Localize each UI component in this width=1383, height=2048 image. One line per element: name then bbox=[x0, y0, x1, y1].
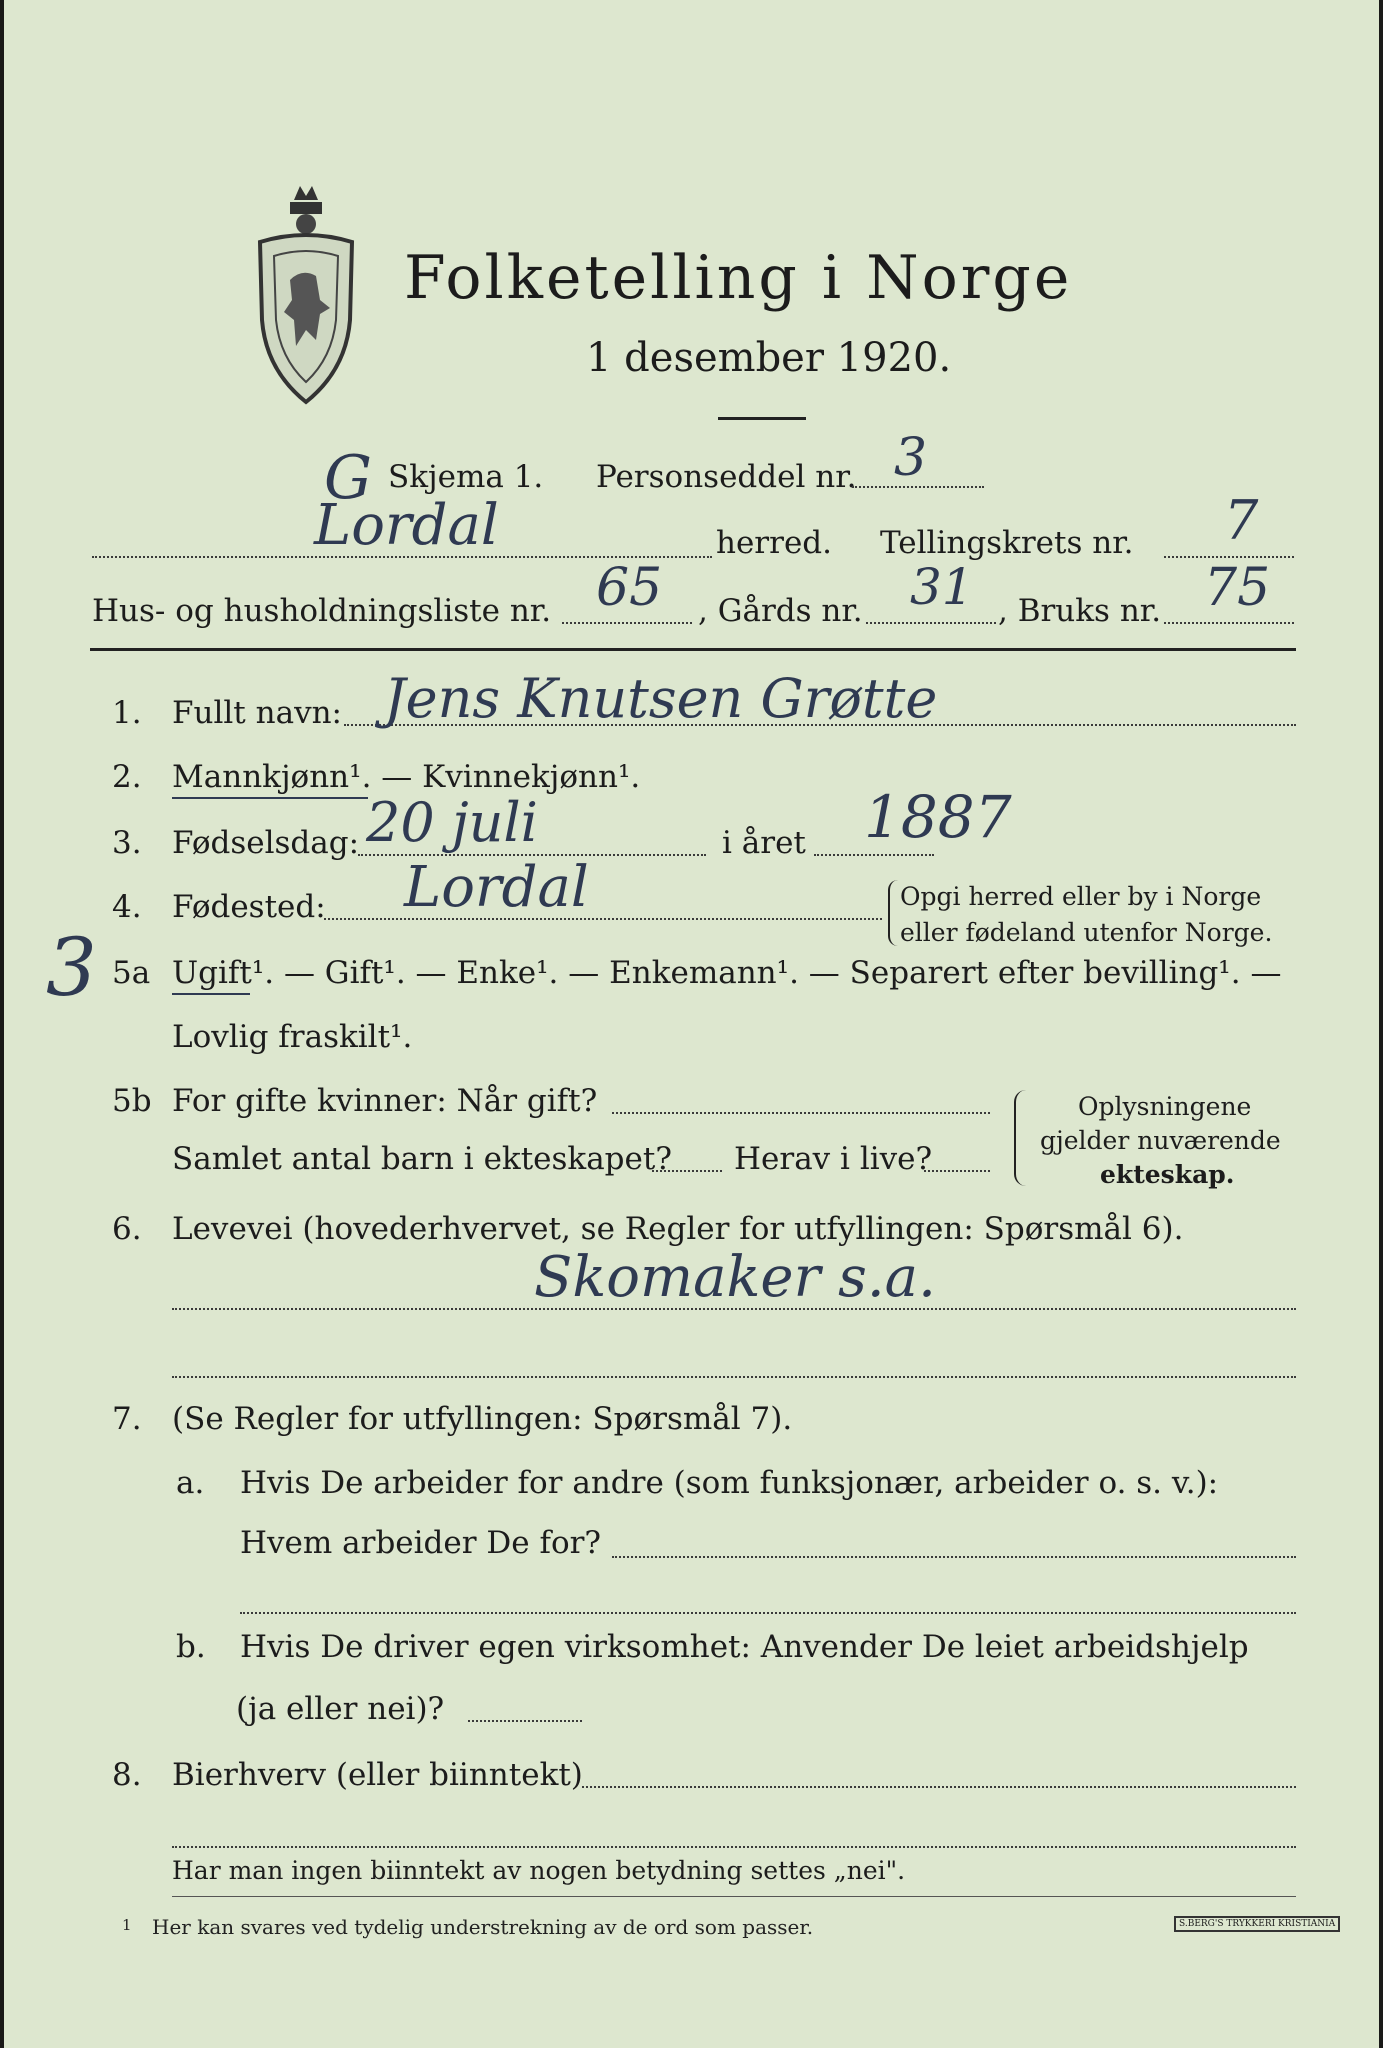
personseddel-value: 3 bbox=[894, 428, 928, 488]
q6-line-2 bbox=[172, 1376, 1296, 1378]
q3-value: 20 juli bbox=[366, 791, 538, 854]
q7-label: (Se Regler for utfyllingen: Spørsmål 7). bbox=[172, 1401, 793, 1437]
q3-year-value: 1887 bbox=[864, 783, 1012, 851]
skjema-label: Skjema 1. bbox=[388, 459, 544, 495]
q4-label: Fødested: bbox=[172, 889, 326, 925]
hus-value: 65 bbox=[596, 558, 663, 618]
q8-number: 8. bbox=[112, 1757, 142, 1793]
q2-underline bbox=[172, 797, 368, 799]
tellingskrets-value: 7 bbox=[1224, 489, 1259, 552]
q3-label: Fødselsdag: bbox=[172, 825, 360, 861]
q5a-number: 5a bbox=[112, 955, 151, 991]
q4-note-1: Opgi herred eller by i Norge bbox=[900, 882, 1262, 911]
q4-brace bbox=[888, 880, 898, 946]
q8-line-2 bbox=[172, 1846, 1296, 1848]
q5a-margin-mark: 3 bbox=[46, 921, 97, 1014]
q5b-number: 5b bbox=[112, 1083, 152, 1119]
header-rule bbox=[90, 648, 1296, 651]
q2-text: Mannkjønn¹. — Kvinnekjønn¹. bbox=[172, 759, 641, 795]
hus-line bbox=[562, 622, 692, 624]
margin-initial: G bbox=[324, 443, 372, 513]
bruks-label: , Bruks nr. bbox=[998, 593, 1162, 629]
bruks-value: 75 bbox=[1204, 558, 1271, 618]
q5b-note-1: Oplysningene bbox=[1078, 1092, 1252, 1121]
q3-year-line bbox=[814, 854, 934, 856]
census-date: 1 desember 1920. bbox=[586, 335, 952, 381]
q5b-note-2: gjelder nuværende bbox=[1040, 1126, 1281, 1155]
q7a-line-2 bbox=[240, 1612, 1296, 1614]
title-divider bbox=[718, 417, 806, 420]
q3-number: 3. bbox=[112, 825, 142, 861]
printer-stamp: S.BERG'S TRYKKERI KRISTIANIA bbox=[1174, 1916, 1340, 1932]
q5a-text-2: Lovlig fraskilt¹. bbox=[172, 1019, 413, 1055]
q7b-text-2: (ja eller nei)? bbox=[236, 1691, 445, 1727]
form-title: Folketelling i Norge bbox=[404, 243, 1073, 313]
q4-number: 4. bbox=[112, 889, 142, 925]
census-form bbox=[4, 0, 1379, 2048]
q7b-line bbox=[468, 1720, 582, 1722]
q5b-line-3 bbox=[924, 1170, 990, 1172]
q5b-label-3: Herav i live? bbox=[734, 1141, 933, 1177]
bruks-line bbox=[1164, 622, 1294, 624]
footnote-text: Her kan svares ved tydelig understrekning av de ord som passer. bbox=[152, 1915, 814, 1939]
q2-number: 2. bbox=[112, 759, 142, 795]
q8-label: Bierhverv (eller biinntekt) bbox=[172, 1757, 583, 1793]
q5b-line-2 bbox=[652, 1170, 722, 1172]
q6-number: 6. bbox=[112, 1211, 142, 1247]
q8-line bbox=[582, 1786, 1296, 1788]
q7a-text: Hvis De arbeider for andre (som funksjonær, arbeider o. s. v.): bbox=[240, 1465, 1219, 1501]
q1-label: Fullt navn: bbox=[172, 695, 342, 731]
footnote-mark: 1 bbox=[122, 1916, 132, 1934]
q1-value: Jens Knutsen Grøtte bbox=[384, 667, 938, 730]
coat-of-arms-icon bbox=[250, 180, 362, 405]
footer-note: Har man ingen biinntekt av nogen betydning settes „nei". bbox=[172, 1856, 906, 1885]
q7a-line-1 bbox=[612, 1556, 1296, 1558]
q4-value: Lordal bbox=[404, 855, 589, 920]
q5b-brace bbox=[1014, 1090, 1026, 1186]
q5b-note-3: ekteskap. bbox=[1100, 1160, 1235, 1189]
herred-value: Lordal bbox=[314, 493, 499, 558]
q3-year-label: i året bbox=[722, 825, 806, 861]
gards-line bbox=[866, 622, 996, 624]
footer-rule bbox=[172, 1896, 1296, 1897]
q4-note-2: eller fødeland utenfor Norge. bbox=[900, 918, 1273, 947]
q5a-text: Ugift¹. — Gift¹. — Enke¹. — Enkemann¹. — Separert efter bevilling¹. — bbox=[172, 955, 1282, 991]
personseddel-label: Personseddel nr. bbox=[596, 459, 857, 495]
herred-label: herred. bbox=[716, 525, 832, 561]
gards-label: , Gårds nr. bbox=[698, 593, 863, 629]
q7a-number: a. bbox=[176, 1465, 205, 1501]
tellingskrets-label: Tellingskrets nr. bbox=[880, 525, 1134, 561]
q5b-label-1: For gifte kvinner: Når gift? bbox=[172, 1083, 598, 1119]
q7a-text-2: Hvem arbeider De for? bbox=[240, 1525, 602, 1561]
q7-number: 7. bbox=[112, 1401, 142, 1437]
q6-label: Levevei (hovederhvervet, se Regler for utfyllingen: Spørsmål 6). bbox=[172, 1211, 1184, 1247]
gards-value: 31 bbox=[910, 558, 974, 616]
q1-number: 1. bbox=[112, 695, 142, 731]
q5a-underline bbox=[172, 993, 250, 995]
q7b-number: b. bbox=[176, 1629, 206, 1665]
q5b-line-1 bbox=[612, 1112, 990, 1114]
q5b-label-2: Samlet antal barn i ekteskapet? bbox=[172, 1141, 672, 1177]
q6-value: Skomaker s.a. bbox=[534, 1245, 936, 1310]
hus-label: Hus- og husholdningsliste nr. bbox=[92, 593, 552, 629]
q7b-text: Hvis De driver egen virksomhet: Anvender De leiet arbeidshjelp bbox=[240, 1629, 1249, 1665]
